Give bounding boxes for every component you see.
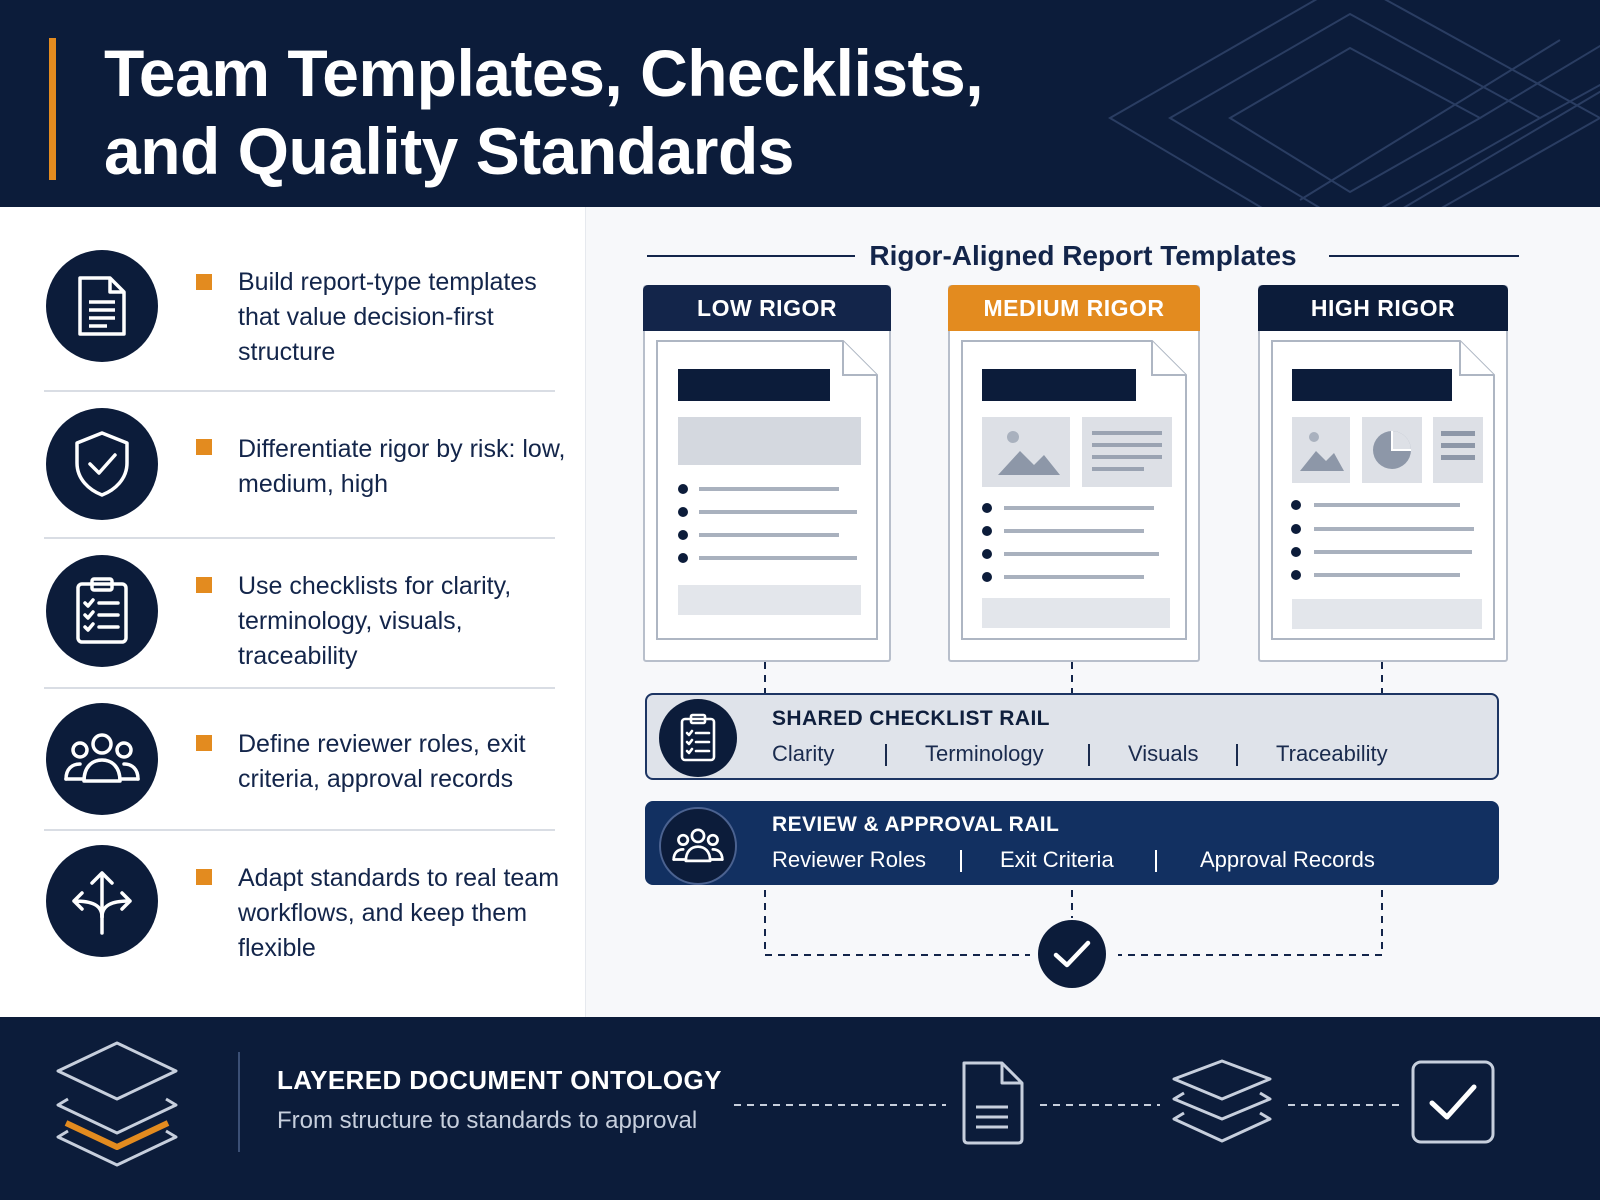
template-label-high-rigor: HIGH RIGOR (1258, 285, 1508, 331)
feature-bullet (196, 439, 212, 455)
templates-section-title: Rigor-Aligned Report Templates (647, 236, 1519, 276)
shared-checklist-rail (645, 693, 1499, 780)
page-title-line-1: Team Templates, Checklists, (104, 36, 984, 110)
footer-title: LAYERED DOCUMENT ONTOLOGY (277, 1065, 722, 1095)
clipboard-checklist-icon (46, 555, 158, 667)
template-label-medium-rigor: MEDIUM RIGOR (948, 285, 1200, 331)
page-title-line-2: and Quality Standards (104, 114, 794, 188)
branch-arrows-icon (46, 845, 158, 957)
final-approval-check-icon (1038, 920, 1106, 988)
review-item-exit-criteria: Exit Criteria (1000, 847, 1114, 872)
template-card-high-rigor (1258, 285, 1508, 662)
header-banner (0, 0, 1600, 207)
feature-divider (44, 390, 555, 392)
document-icon (960, 1059, 1026, 1145)
templates-section-header (647, 236, 1519, 276)
feature-bullet (196, 274, 212, 290)
feature-divider (44, 537, 555, 539)
feature-bullet (196, 577, 212, 593)
feature-bullet (196, 869, 212, 885)
item-separator (960, 850, 962, 872)
feature-text: Differentiate rigor by risk: low, medium, high (238, 435, 566, 498)
review-rail-title: REVIEW & APPROVAL RAIL (772, 813, 1060, 836)
template-label-low-rigor: LOW RIGOR (643, 285, 891, 331)
feature-text: Adapt standards to real team workflows, and keep them flexible (238, 864, 560, 962)
template-card-medium-rigor (948, 285, 1200, 662)
decorative-grid-lines (1100, 0, 1600, 207)
document-icon (46, 250, 158, 362)
item-separator (885, 744, 887, 766)
footer-flow-connectors (0, 1017, 1600, 1200)
item-separator (1088, 744, 1090, 766)
approval-checkbox-icon (1410, 1059, 1496, 1145)
checklist-item-visuals: Visuals (1128, 741, 1199, 766)
review-item-reviewer-roles: Reviewer Roles (772, 847, 927, 872)
template-card-low-rigor (643, 285, 891, 662)
feature-text: Use checklists for clarity, terminology, visuals, traceability (238, 572, 512, 670)
page-title (104, 34, 1004, 190)
checklist-item-clarity: Clarity (772, 741, 835, 766)
users-icon (46, 703, 158, 815)
feature-divider (44, 829, 555, 831)
layers-icon (1170, 1057, 1274, 1147)
feature-divider (44, 687, 555, 689)
feature-text: Define reviewer roles, exit criteria, approval records (238, 730, 526, 793)
footer-subtitle: From structure to standards to approval (277, 1107, 698, 1134)
users-icon (659, 807, 737, 885)
low-rigor-document-preview (645, 333, 889, 660)
item-separator (1236, 744, 1238, 766)
high-rigor-document-preview (1260, 333, 1506, 660)
item-separator (1155, 850, 1157, 872)
title-accent-bar (49, 38, 56, 180)
review-approval-rail (645, 801, 1499, 885)
feature-text: Build report-type templates that value decision-first structure (238, 268, 537, 366)
feature-bullet (196, 735, 212, 751)
review-item-approval-records: Approval Records (1200, 847, 1375, 872)
checklist-item-terminology: Terminology (925, 741, 1044, 766)
clipboard-checklist-icon (659, 699, 737, 777)
shield-check-icon (46, 408, 158, 520)
medium-rigor-document-preview (950, 333, 1198, 660)
checklist-item-traceability: Traceability (1276, 741, 1388, 766)
footer-banner (0, 1017, 1600, 1200)
checklist-rail-title: SHARED CHECKLIST RAIL (772, 707, 1050, 730)
